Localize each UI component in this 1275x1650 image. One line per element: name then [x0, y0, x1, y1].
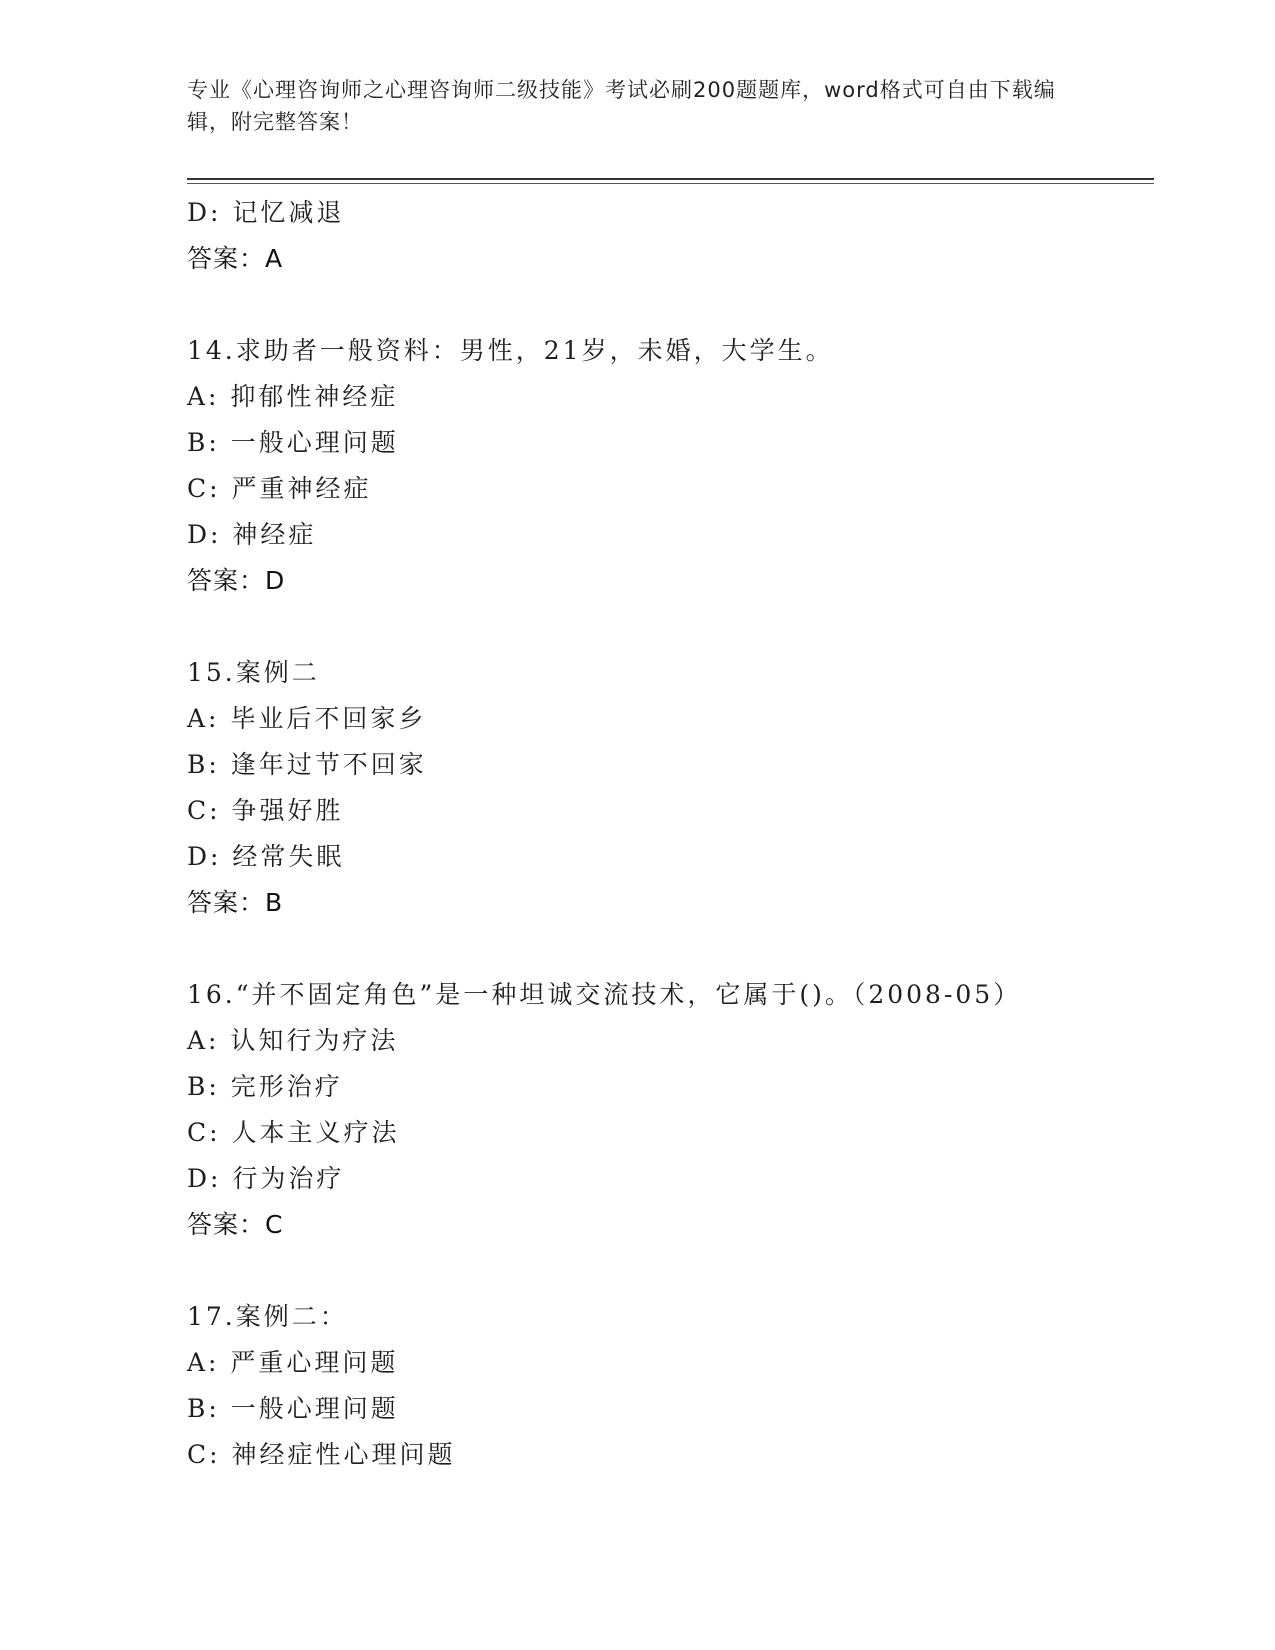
option-b: B: 完形治疗 — [187, 1072, 343, 1101]
option-d: D: 神经症 — [187, 520, 317, 549]
answer-line: 答案：D — [187, 566, 286, 595]
question-15 — [187, 650, 1147, 926]
answer-line: 答案：C — [187, 1210, 284, 1239]
question-stem: 15.案例二 — [187, 658, 320, 687]
option-b: B: 一般心理问题 — [187, 428, 399, 457]
option-d: D: 经常失眠 — [187, 842, 345, 871]
page-header: 专业《心理咨询师之心理咨询师二级技能》考试必刷200题题库，word格式可自由下载编辑，附完整答案！ — [187, 78, 1056, 134]
option-a: A: 抑郁性神经症 — [187, 382, 399, 411]
option-a: A: 严重心理问题 — [187, 1348, 399, 1377]
question-14 — [187, 328, 1147, 604]
option-d: D: 行为治疗 — [187, 1164, 345, 1193]
option-c: C: 严重神经症 — [187, 474, 372, 503]
option-c: C: 人本主义疗法 — [187, 1118, 400, 1147]
option-c: C: 争强好胜 — [187, 796, 344, 825]
option-a: A: 毕业后不回家乡 — [187, 704, 427, 733]
question-stem: 16.“并不固定角色”是一种坦诚交流技术，它属于()。（2008-05） — [187, 980, 1022, 1009]
option-d: D: 记忆减退 — [187, 198, 345, 227]
option-b: B: 逢年过节不回家 — [187, 750, 427, 779]
question-17 — [187, 1294, 1147, 1478]
option-c: C: 神经症性心理问题 — [187, 1440, 456, 1469]
answer-line: 答案：A — [187, 244, 284, 273]
carryover-question — [187, 190, 1147, 282]
question-16 — [187, 972, 1147, 1248]
header-divider-thin — [187, 183, 1154, 184]
question-stem: 14.求助者一般资料：男性，21岁，未婚，大学生。 — [187, 336, 834, 365]
answer-line: 答案：B — [187, 888, 284, 917]
option-b: B: 一般心理问题 — [187, 1394, 399, 1423]
question-stem: 17.案例二： — [187, 1302, 348, 1331]
option-a: A: 认知行为疗法 — [187, 1026, 399, 1055]
header-divider-thick — [187, 178, 1154, 180]
question-list — [187, 190, 1147, 1478]
